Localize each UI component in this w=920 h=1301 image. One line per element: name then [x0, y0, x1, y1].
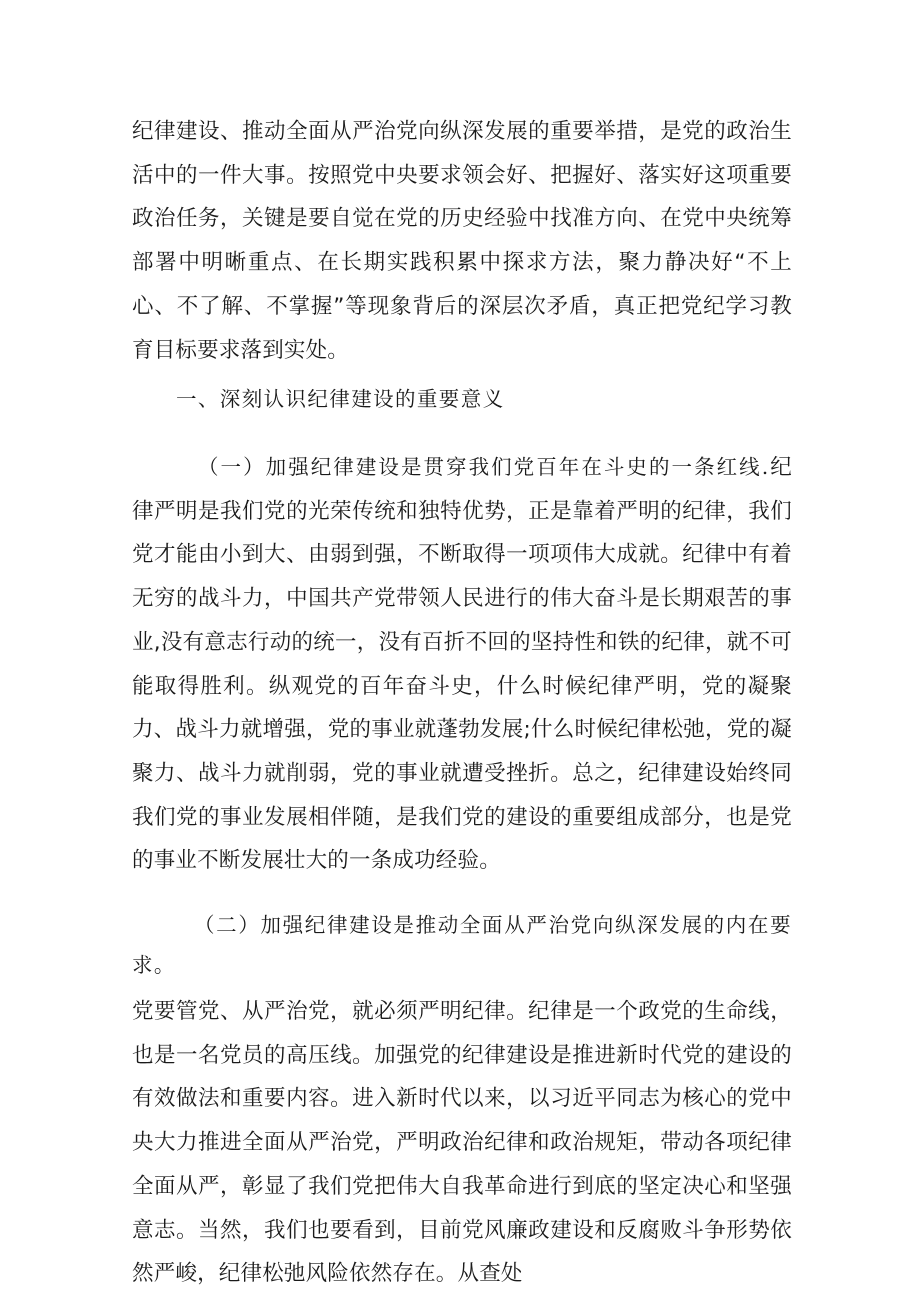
section-heading-1: 一、深刻认识纪律建设的重要意义 — [176, 387, 505, 411]
subheading-1: （一）加强纪律建设是贯穿我们党百年在斗史的一条红线. — [198, 455, 770, 479]
body-paragraph-2 — [132, 446, 792, 883]
body-paragraph-2-text: 纪律严明是我们党的光荣传统和独特优势，正是靠着严明的纪律，我们党才能由小到大、由弱到强，不断取得一项项伟大成就。纪律中有着无穷的战斗力，中国共产党带领人民进行的伟大奋斗是长期艰苦的事业,没有意志行动的统一，没有百折不回的坚持性和铁的纪律，就不可能取得胜利。纵观党的百年奋斗史，什么时候纪律严明，党的凝聚力、战斗力就增强，党的事业就蓬勃发展;什么时候纪律松弛，党的凝聚力、战斗力就削弱，党的事业就遭受挫折。总之，纪律建设始终同我们党的事业发展相伴随，是我们党的建设的重要组成部分，也是党的事业不断发展壮大的一条成功经验。 — [132, 455, 792, 874]
body-paragraph-3: 党要管党、从严治党，就必须严明纪律。纪律是一个政党的生命线，也是一名党员的高压线。加强党的纪律建设是推进新时代党的建设的有效做法和重要内容。进入新时代以来，以习近平同志为核心的党中央大力推进全面从严治党，严明政治纪律和政治规矩，带动各项纪律全面从严，彰显了我们党把伟大自我革命进行到底的坚定决心和坚强意志。当然，我们也要看到，目前党风廉政建设和反腐败斗争形势依然严峻，纪律松弛风险依然存在。从查处 — [132, 999, 792, 1287]
subheading-2: （二）加强纪律建设是推动全面从严治党向纵深发展的内在要求。 — [132, 913, 792, 977]
body-paragraph-1: 纪律建设、推动全面从严治党向纵深发展的重要举措，是党的政治生活中的一件大事。按照党中央要求领会好、把握好、落实好这项重要政治任务，关键是要自觉在党的历史经验中找准方向、在党中央统筹部署中明晰重点、在长期实践积累中探求方法，聚力静决好“不上心、不了解、不掌握”等现象背后的深层次矛盾，真正把党纪学习教育目标要求落到实处。 — [132, 119, 792, 363]
